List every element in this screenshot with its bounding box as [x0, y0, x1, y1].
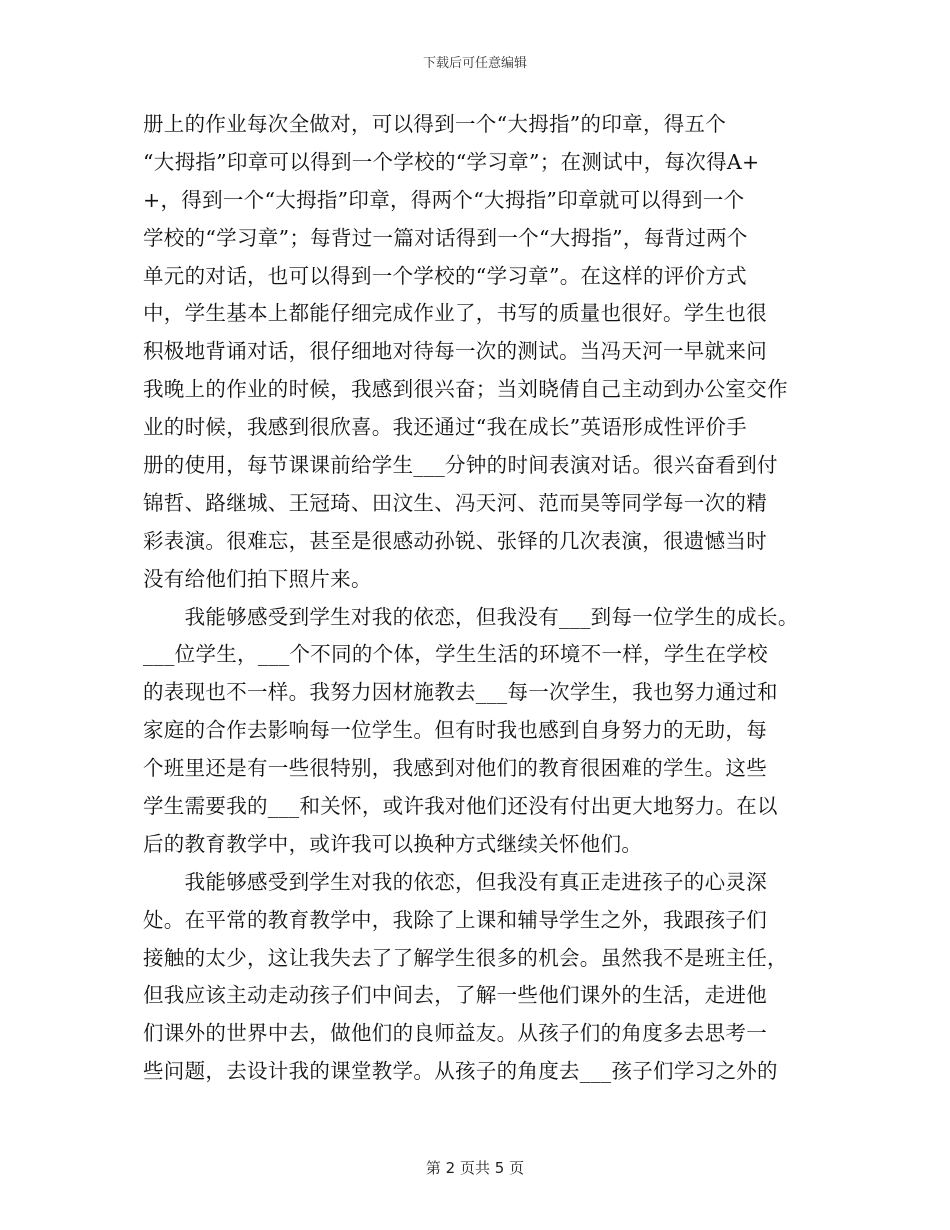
- text-line: 个班里还是有一些很特别，我感到对他们的教育很困难的学生。这些: [143, 756, 767, 781]
- text-line: 但我应该主动走动孩子们中间去，了解一些他们课外的生活，走进他: [143, 983, 767, 1008]
- text-line: 的表现也不一样。我努力因材施教去___每一次学生，我也努力通过和: [143, 680, 778, 705]
- text-line: 册上的作业每次全做对，可以得到一个“大拇指”的印章，得五个: [143, 112, 727, 136]
- text-line: 册的使用，每节课课前给学生___分钟的时间表演对话。很兴奋看到付: [143, 453, 778, 478]
- text-line: “大拇指”印章可以得到一个学校的“学习章”；在测试中，每次得A+: [143, 149, 760, 174]
- text-line: 中，学生基本上都能仔细完成作业了，书写的质量也很好。学生也很: [143, 301, 767, 326]
- text-line: 积极地背诵对话，很仔细地对待每一次的测试。当冯天河一早就来问: [143, 339, 767, 364]
- text-line: 我能够感受到学生对我的依恋，但我没有___到每一位学生的成长。: [143, 604, 799, 629]
- text-line: 单元的对话，也可以得到一个学校的“学习章”。在这样的评价方式: [143, 263, 747, 288]
- page-footer: 第 2 页共 5 页: [425, 1159, 525, 1177]
- text-line: 业的时候，我感到很欣喜。我还通过“我在成长”英语形成性评价手: [143, 415, 747, 440]
- text-line: 我能够感受到学生对我的依恋，但我没有真正走进孩子的心灵深: [143, 869, 767, 894]
- text-line: 些问题，去设计我的课堂教学。从孩子的角度去___孩子们学习之外的: [143, 1059, 778, 1084]
- text-line: 我晚上的作业的时候，我感到很兴奋；当刘晓倩自己主动到办公室交作: [143, 377, 788, 402]
- text-line: ___位学生，___个不同的个体，学生生活的环境不一样，学生在学校: [143, 642, 768, 667]
- text-line: 没有给他们拍下照片来。: [143, 566, 372, 591]
- text-line: 学校的“学习章”；每背过一篇对话得到一个“大拇指”，每背过两个: [143, 225, 748, 250]
- text-line: 锦哲、路继城、王冠琦、田汶生、冯天河、范而昊等同学每一次的精: [143, 490, 767, 515]
- text-line: 学生需要我的___和关怀，或许我对他们还没有付出更大地努力。在以: [143, 794, 778, 819]
- text-line: 家庭的合作去影响每一位学生。但有时我也感到自身努力的无助，每: [143, 718, 767, 743]
- text-line: 后的教育教学中，或许我可以换种方式继续关怀他们。: [143, 831, 643, 856]
- text-line: +，得到一个“大拇指”印章，得两个“大拇指”印章就可以得到一个: [143, 187, 745, 212]
- page-header: 下载后可任意编辑: [422, 56, 527, 71]
- document-body: [143, 106, 823, 1091]
- text-line: 们课外的世界中去，做他们的良师益友。从孩子们的角度多去思考一: [143, 1021, 767, 1046]
- text-line: 接触的太少，这让我失去了了解学生很多的机会。虽然我不是班主任，: [143, 945, 788, 970]
- text-line: 彩表演。很难忘，甚至是很感动孙锐、张铎的几次表演，很遗憾当时: [143, 528, 767, 553]
- text-line: 处。在平常的教育教学中，我除了上课和辅导学生之外，我跟孩子们: [143, 907, 767, 932]
